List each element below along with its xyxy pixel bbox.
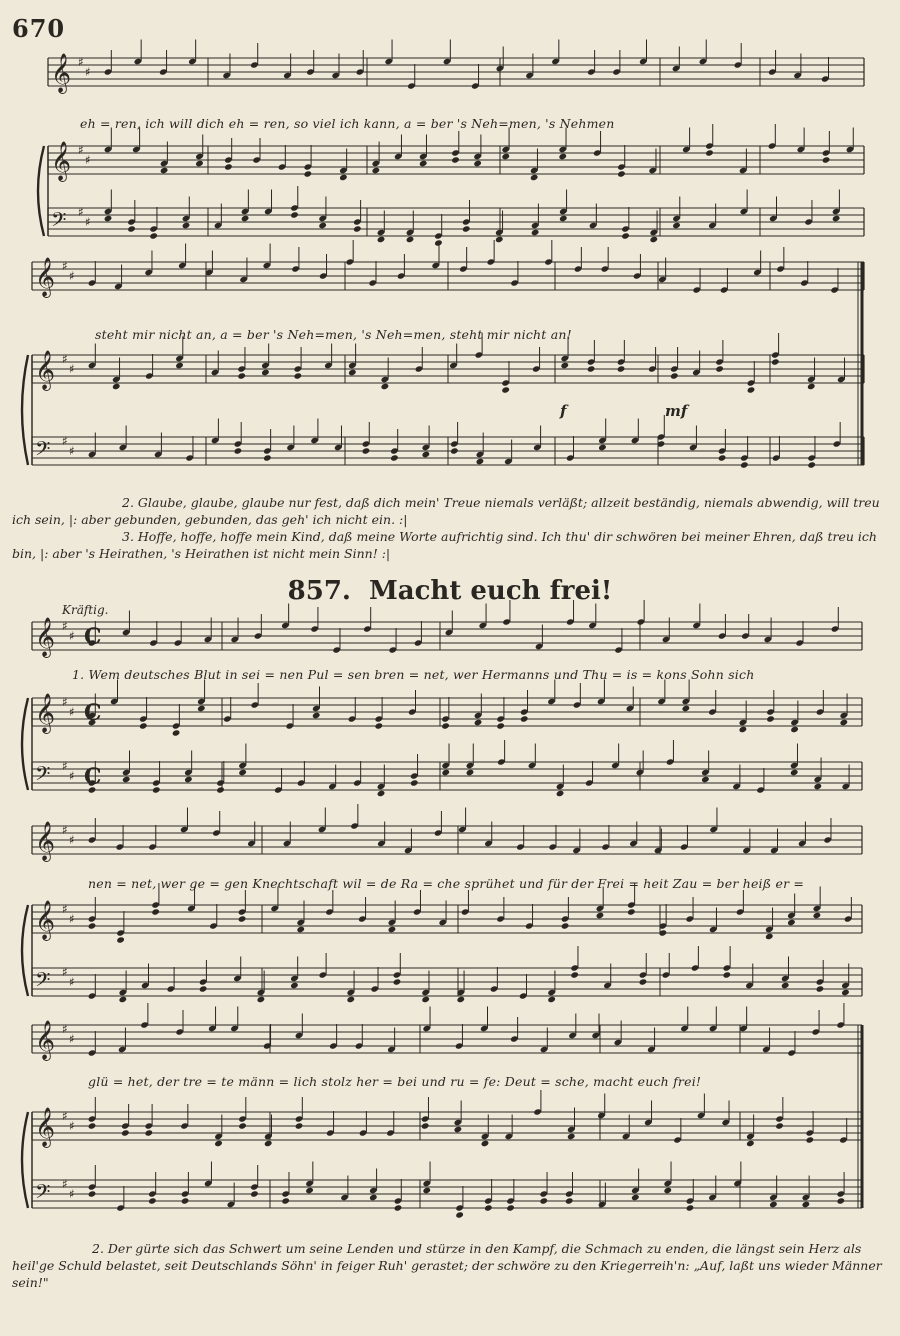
- svg-text:♯: ♯: [62, 1109, 68, 1123]
- lyrics-line-b1: 1. Wem deutsches Blut in sei = nen Pul = sen bren = net, wer Hermanns und Thu = is = kons Sohn sich: [72, 667, 755, 682]
- svg-text:♯: ♯: [69, 1119, 75, 1133]
- svg-text:𝄞: 𝄞: [35, 900, 56, 940]
- song-number: 857.: [287, 576, 351, 606]
- svg-text:𝄞: 𝄞: [51, 141, 72, 181]
- svg-text:♯: ♯: [62, 434, 68, 448]
- svg-text:♯: ♯: [62, 965, 68, 979]
- svg-text:♯: ♯: [78, 143, 84, 157]
- svg-text:♯: ♯: [62, 619, 68, 633]
- svg-text:♯: ♯: [62, 352, 68, 366]
- song-title: [0, 576, 900, 606]
- lyrics-line-b2: nen = net, wer ge = gen Knechtschaft wil = de Ra = che sprühet und für der Frei = heit Zau = ber heiß er =: [88, 876, 805, 891]
- svg-text:♯: ♯: [69, 1032, 75, 1046]
- dynamic-mezzoforte: mf: [665, 402, 688, 420]
- song-title-text: Macht euch frei!: [368, 576, 613, 606]
- svg-text:♯: ♯: [69, 769, 75, 783]
- svg-text:♯: ♯: [69, 444, 75, 458]
- svg-text:♯: ♯: [69, 912, 75, 926]
- svg-text:♯: ♯: [78, 55, 84, 69]
- verse-text-2: 2. Glaube, glaube, glaube nur fest, daß dich mein' Treue niemals verläßt; allzeit beständig, niemals abwendig, will treu ich sein, |: aber gebunden, gebunden, das geh' ich nicht ein. :|: [12, 495, 880, 527]
- tempo-marking: Kräftig.: [62, 603, 109, 617]
- svg-text:♯: ♯: [78, 205, 84, 219]
- svg-text:♯: ♯: [69, 705, 75, 719]
- svg-text:♯: ♯: [62, 823, 68, 837]
- svg-text:𝄞: 𝄞: [35, 1020, 56, 1060]
- verse-text-3: 3. Hoffe, hoffe, hoffe mein Kind, daß meine Worte aufrichtig sind. Ich thu' dir schwören bei meiner Ehren, daß treu ich bin, |: aber 's Heirathen, 's Heirathen ist nicht mein Sinn! :|: [12, 529, 877, 561]
- svg-text:𝄞: 𝄞: [35, 1107, 56, 1147]
- svg-text:♯: ♯: [62, 695, 68, 709]
- svg-text:♯: ♯: [69, 269, 75, 283]
- svg-text:♯: ♯: [62, 902, 68, 916]
- svg-text:𝄞: 𝄞: [35, 821, 56, 861]
- svg-text:♯: ♯: [62, 759, 68, 773]
- svg-text:C: C: [84, 624, 102, 650]
- page-number: 670: [12, 14, 66, 43]
- svg-text:♯: ♯: [85, 65, 91, 79]
- svg-text:C: C: [84, 700, 102, 726]
- svg-text:𝄢: 𝄢: [35, 437, 51, 465]
- svg-text:𝄞: 𝄞: [35, 257, 56, 297]
- svg-text:𝄢: 𝄢: [51, 208, 67, 236]
- svg-text:♯: ♯: [69, 833, 75, 847]
- svg-text:𝄞: 𝄞: [51, 53, 72, 93]
- lyrics-line-b3: glü = het, der tre = te männ = lich stolz her = bei und ru = fe: Deut = sche, macht euch frei!: [88, 1074, 702, 1089]
- svg-text:𝄢: 𝄢: [35, 1180, 51, 1208]
- verse-text-857-2: 2. Der gürte sich das Schwert um seine Lenden und stürze in den Kampf, die Schmach zu enden, die längst sein Herz als heil'ge Schuld belastet, seit Deutschlands Söhn' in feiger Ruh' gerastet; der schwöre zu den Kriegerreih'n: „Auf, laßt uns wieder Männer sein!": [12, 1241, 882, 1290]
- svg-text:C: C: [84, 764, 102, 790]
- svg-text:𝄞: 𝄞: [35, 617, 56, 657]
- svg-text:𝄢: 𝄢: [35, 762, 51, 790]
- svg-text:♯: ♯: [69, 362, 75, 376]
- svg-text:♯: ♯: [85, 215, 91, 229]
- svg-text:𝄞: 𝄞: [35, 350, 56, 390]
- svg-text:♯: ♯: [69, 1187, 75, 1201]
- lyrics-line-a1: eh = ren, ich will dich eh = ren, so viel ich kann, a = ber 's Neh=men, 's Nehmen: [80, 116, 615, 131]
- dynamic-forte: f: [560, 402, 567, 420]
- svg-text:♯: ♯: [62, 1022, 68, 1036]
- svg-text:♯: ♯: [62, 259, 68, 273]
- lyrics-line-a2: steht mir nicht an, a = ber 's Neh=men, 's Neh=men, steht mir nicht an!: [95, 327, 572, 342]
- svg-text:𝄞: 𝄞: [35, 693, 56, 733]
- svg-text:♯: ♯: [62, 1177, 68, 1191]
- svg-text:♯: ♯: [85, 153, 91, 167]
- svg-text:♯: ♯: [69, 975, 75, 989]
- svg-text:♯: ♯: [69, 629, 75, 643]
- svg-text:𝄢: 𝄢: [35, 968, 51, 996]
